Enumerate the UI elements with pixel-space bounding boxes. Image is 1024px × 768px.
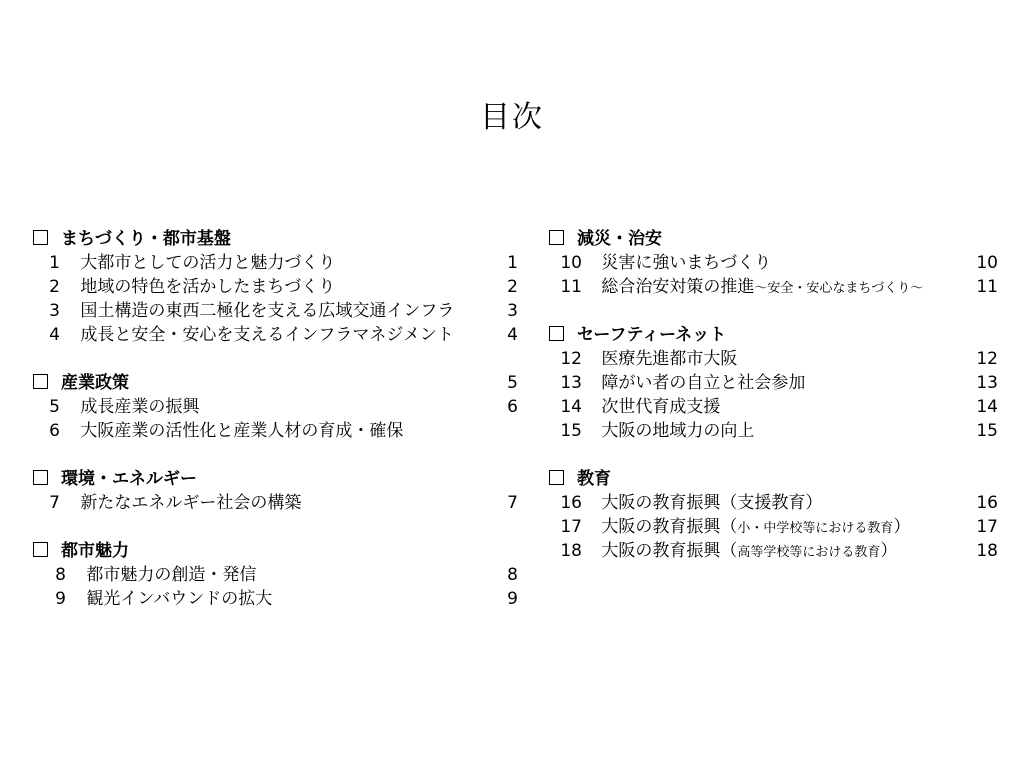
page-number: 7	[507, 493, 518, 513]
page-number: 3	[507, 301, 518, 321]
checkbox-square-icon	[549, 470, 564, 485]
toc-item[interactable]: 13 障がい者の自立と社会参加	[560, 373, 806, 393]
toc-item[interactable]: 12 医療先進都市大阪	[560, 349, 738, 369]
toc-item[interactable]: 10 災害に強いまちづくり	[560, 253, 772, 273]
page-number: 14	[976, 397, 998, 417]
section-heading[interactable]: セーフティーネット	[549, 323, 726, 347]
page-title: 目次	[480, 100, 544, 135]
toc-item[interactable]: 8 都市魅力の創造・発信	[55, 565, 257, 585]
toc-item[interactable]: 16 大阪の教育振興（支援教育）	[560, 493, 823, 513]
page-number: 6	[507, 397, 518, 417]
toc-item[interactable]: 5 成長産業の振興	[49, 397, 200, 417]
toc-item[interactable]: 9 観光インバウンドの拡大	[55, 589, 273, 609]
checkbox-square-icon	[33, 374, 48, 389]
toc-item[interactable]: 17 大阪の教育振興（小・中学校等における教育）	[560, 517, 911, 537]
page-number: 16	[976, 493, 998, 513]
page-number: 18	[976, 541, 998, 561]
section-heading[interactable]: 産業政策	[33, 371, 129, 395]
page-number: 10	[976, 253, 998, 273]
page-number: 11	[976, 277, 998, 297]
toc-item[interactable]: 4 成長と安全・安心を支えるインフラマネジメント	[49, 325, 454, 345]
section-heading[interactable]: 都市魅力	[33, 539, 129, 563]
toc-item[interactable]: 1 大都市としての活力と魅力づくり	[49, 253, 336, 273]
section-heading[interactable]: 減災・治安	[549, 227, 662, 251]
toc-item[interactable]: 3 国土構造の東西二極化を支える広域交通インフラ	[49, 301, 455, 321]
toc-item[interactable]: 11 総合治安対策の推進～安全・安心なまちづくり～	[560, 277, 924, 297]
checkbox-square-icon	[549, 230, 564, 245]
page-number: 2	[507, 277, 518, 297]
page-number: 13	[976, 373, 998, 393]
checkbox-square-icon	[549, 326, 564, 341]
section-heading[interactable]: 環境・エネルギー	[33, 467, 197, 491]
checkbox-square-icon	[33, 470, 48, 485]
toc-item[interactable]: 18 大阪の教育振興（高等学校等における教育）	[560, 541, 898, 561]
toc-item[interactable]: 6 大阪産業の活性化と産業人材の育成・確保	[49, 421, 404, 441]
page-number: 12	[976, 349, 998, 369]
page-number: 9	[507, 589, 518, 609]
toc-item[interactable]: 7 新たなエネルギー社会の構築	[49, 493, 302, 513]
page-number: 1	[507, 253, 518, 273]
toc-item[interactable]: 2 地域の特色を活かしたまちづくり	[49, 277, 336, 297]
checkbox-square-icon	[33, 230, 48, 245]
toc-item[interactable]: 15 大阪の地域力の向上	[560, 421, 755, 441]
page-number: 5	[507, 373, 518, 393]
checkbox-square-icon	[33, 542, 48, 557]
toc-item[interactable]: 14 次世代育成支援	[560, 397, 721, 417]
page-number: 4	[507, 325, 518, 345]
page-number: 17	[976, 517, 998, 537]
page-number: 8	[507, 565, 518, 585]
section-heading[interactable]: 教育	[549, 467, 611, 491]
page-number: 15	[976, 421, 998, 441]
section-heading[interactable]: まちづくり・都市基盤	[33, 227, 231, 251]
